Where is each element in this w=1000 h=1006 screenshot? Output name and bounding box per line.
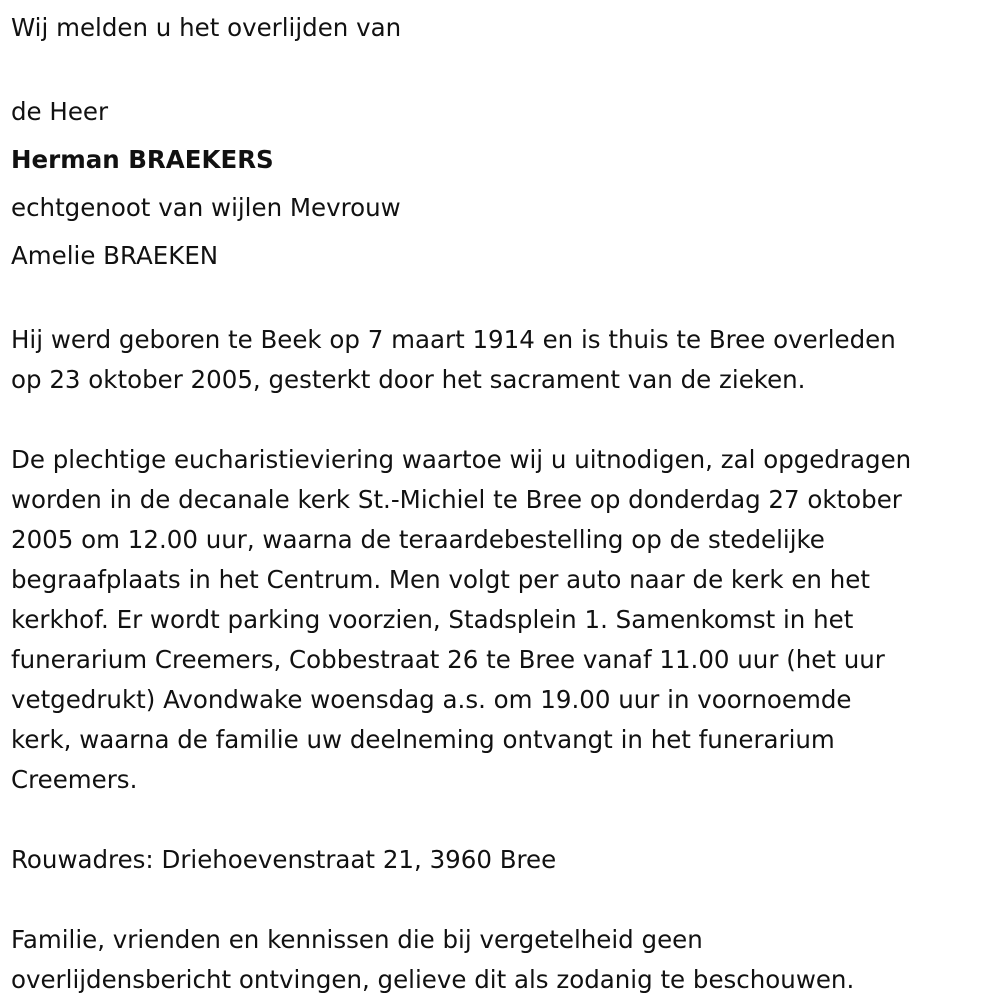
paragraph-line: kerk, waarna de familie uw deelneming ontvangt in het funerarium: [11, 725, 835, 754]
deceased-name: Herman BRAEKERS: [11, 145, 274, 174]
paragraph-line: Creemers.: [11, 765, 138, 794]
deceased-relation: echtgenoot van wijlen Mevrouw: [11, 193, 401, 222]
deceased-title: de Heer: [11, 97, 109, 126]
spacer: [11, 280, 996, 320]
paragraph-line: kerkhof. Er wordt parking voorzien, Stadsplein 1. Samenkomst in het: [11, 605, 854, 634]
spacer: [11, 800, 996, 840]
paragraph-line: funerarium Creemers, Cobbestraat 26 te Bree vanaf 11.00 uur (het uur: [11, 645, 885, 674]
paragraph-line: vetgedrukt) Avondwake woensdag a.s. om 19.00 uur in voornoemde: [11, 685, 852, 714]
birth-death-paragraph: [11, 320, 996, 400]
spacer: [11, 400, 996, 440]
closing-paragraph: [11, 920, 996, 1000]
paragraph-line: worden in de decanale kerk St.-Michiel te Bree op donderdag 27 oktober: [11, 485, 902, 514]
paragraph-line: overlijdensbericht ontvingen, gelieve dit als zodanig te beschouwen.: [11, 965, 855, 994]
paragraph-line: begraafplaats in het Centrum. Men volgt per auto naar de kerk en het: [11, 565, 870, 594]
death-notice: [11, 8, 996, 1000]
spacer: [11, 48, 996, 88]
paragraph-line: Hij werd geboren te Beek op 7 maart 1914 en is thuis te Bree overleden: [11, 325, 896, 354]
paragraph-line: Familie, vrienden en kennissen die bij vergetelheid geen: [11, 925, 703, 954]
paragraph-line: De plechtige eucharistieviering waartoe wij u uitnodigen, zal opgedragen: [11, 445, 912, 474]
paragraph-line: op 23 oktober 2005, gesterkt door het sacrament van de zieken.: [11, 365, 806, 394]
ceremony-paragraph: [11, 440, 996, 800]
intro-text: Wij melden u het overlijden van: [11, 13, 402, 42]
deceased-block: [11, 88, 996, 280]
paragraph-line: 2005 om 12.00 uur, waarna de teraardebestelling op de stedelijke: [11, 525, 825, 554]
spouse-name: Amelie BRAEKEN: [11, 241, 219, 270]
mourning-address: Rouwadres: Driehoevenstraat 21, 3960 Bree: [11, 845, 557, 874]
spacer: [11, 880, 996, 920]
